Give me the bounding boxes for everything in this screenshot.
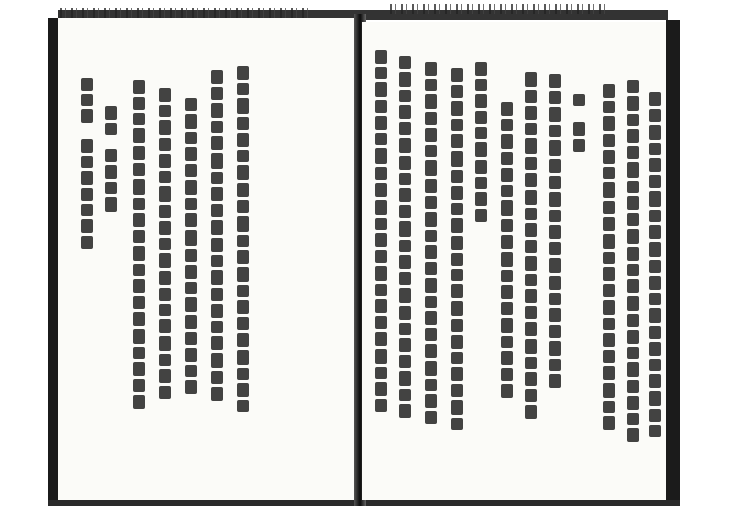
- handwritten-column: [80, 78, 94, 252]
- left-page: [58, 18, 360, 500]
- handwritten-column: [210, 70, 224, 404]
- handwritten-column: [602, 84, 616, 433]
- handwritten-column: [500, 102, 514, 401]
- book-edge-left: [48, 18, 58, 502]
- handwritten-column: [524, 72, 538, 422]
- handwritten-column: [132, 80, 146, 412]
- top-speckle-right: [390, 4, 610, 14]
- handwritten-column: [548, 74, 562, 391]
- handwritten-column: [474, 62, 488, 225]
- top-speckle-left: [60, 8, 310, 18]
- handwritten-column: [398, 56, 412, 421]
- handwritten-column: [648, 92, 662, 440]
- handwritten-column: [424, 62, 438, 427]
- handwritten-column: [626, 80, 640, 445]
- book-edge-right: [666, 20, 680, 502]
- handwritten-column: [184, 98, 198, 397]
- right-page: [362, 22, 666, 500]
- handwritten-column: [572, 94, 586, 155]
- handwritten-column: [450, 68, 464, 433]
- handwritten-column: [158, 88, 172, 402]
- handwritten-column: [236, 66, 250, 415]
- handwritten-column: [374, 50, 388, 415]
- handwritten-column: [104, 106, 118, 215]
